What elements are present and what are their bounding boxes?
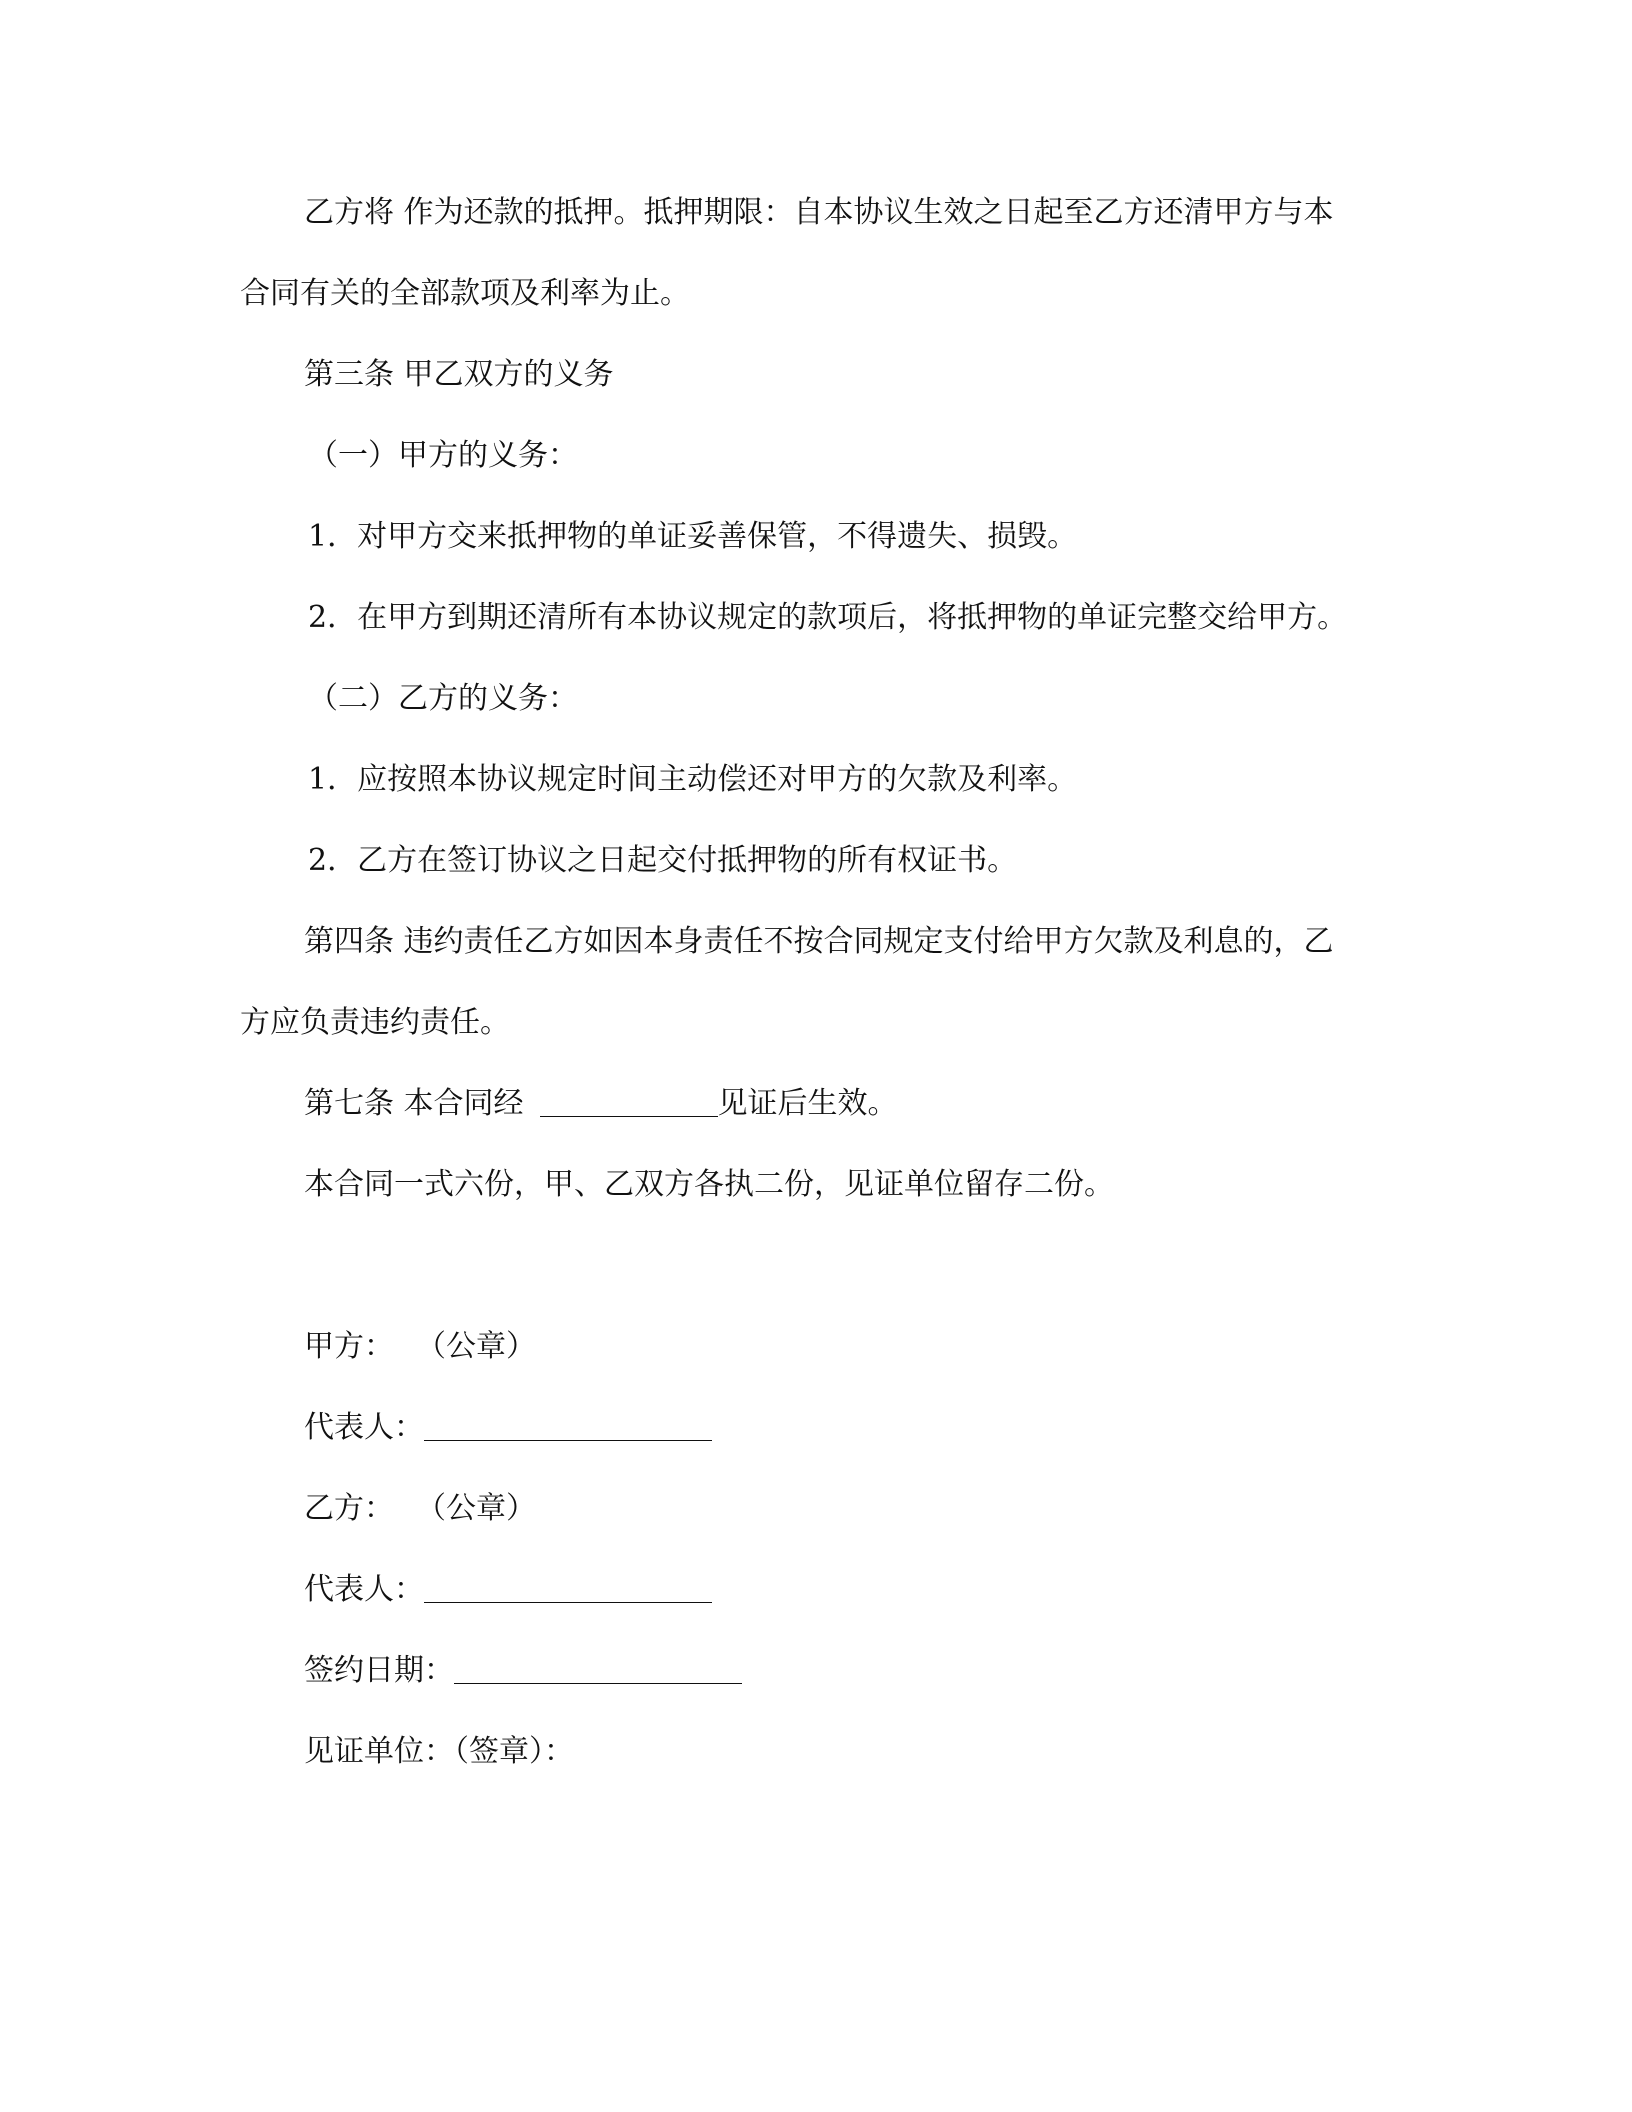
party-b-duty-2: 2．乙方在签订协议之日起交付抵押物的所有权证书。: [308, 843, 1018, 878]
witness-name-blank[interactable]: [540, 1086, 718, 1117]
sign-date-label: 签约日期：: [304, 1653, 454, 1688]
copies-clause: 本合同一式六份，甲、乙双方各执二份，见证单位留存二份。: [304, 1167, 1114, 1202]
party-a-duty-1: 1．对甲方交来抵押物的单证妥善保管，不得遗失、损毁。: [308, 519, 1078, 554]
article-7-prefix: 第七条 本合同经: [304, 1086, 524, 1121]
party-b-signature: [304, 1489, 536, 1529]
article-7-suffix: 见证后生效。: [717, 1086, 898, 1121]
article-4-line-2: 方应负责违约责任。: [240, 1005, 510, 1040]
witness-unit: 见证单位：（签章）：: [304, 1734, 574, 1769]
party-b-rep-label: 代表人：: [304, 1572, 424, 1607]
party-a-rep-label: 代表人：: [304, 1410, 424, 1445]
party-a-rep-blank[interactable]: [424, 1410, 712, 1441]
collateral-line-2: 合同有关的全部款项及利率为止。: [240, 276, 690, 311]
collateral-line-1: 乙方将 作为还款的抵押。抵押期限：自本协议生效之日起至乙方还清甲方与本: [304, 195, 1334, 230]
article-7: [304, 1084, 898, 1124]
party-b-duty-1: 1．应按照本协议规定时间主动偿还对甲方的欠款及利率。: [308, 762, 1078, 797]
party-a-seal: （公章）: [416, 1329, 536, 1364]
party-a-label: 甲方：: [304, 1329, 394, 1364]
party-b-label: 乙方：: [304, 1491, 394, 1526]
article-4-line-1: 第四条 违约责任乙方如因本身责任不按合同规定支付给甲方欠款及利息的，乙: [304, 924, 1334, 959]
party-a-signature: [304, 1327, 536, 1367]
party-a-duty-2: 2．在甲方到期还清所有本协议规定的款项后，将抵押物的单证完整交给甲方。: [308, 600, 1348, 635]
party-b-duties-heading: （二）乙方的义务：: [308, 681, 578, 716]
party-a-representative: [304, 1408, 712, 1448]
party-b-seal: （公章）: [416, 1491, 536, 1526]
party-b-rep-blank[interactable]: [424, 1572, 712, 1603]
party-a-duties-heading: （一）甲方的义务：: [308, 438, 578, 473]
party-b-representative: [304, 1570, 712, 1610]
sign-date-blank[interactable]: [454, 1653, 742, 1684]
article-3-heading: 第三条 甲乙双方的义务: [304, 357, 614, 392]
sign-date: [304, 1651, 742, 1691]
